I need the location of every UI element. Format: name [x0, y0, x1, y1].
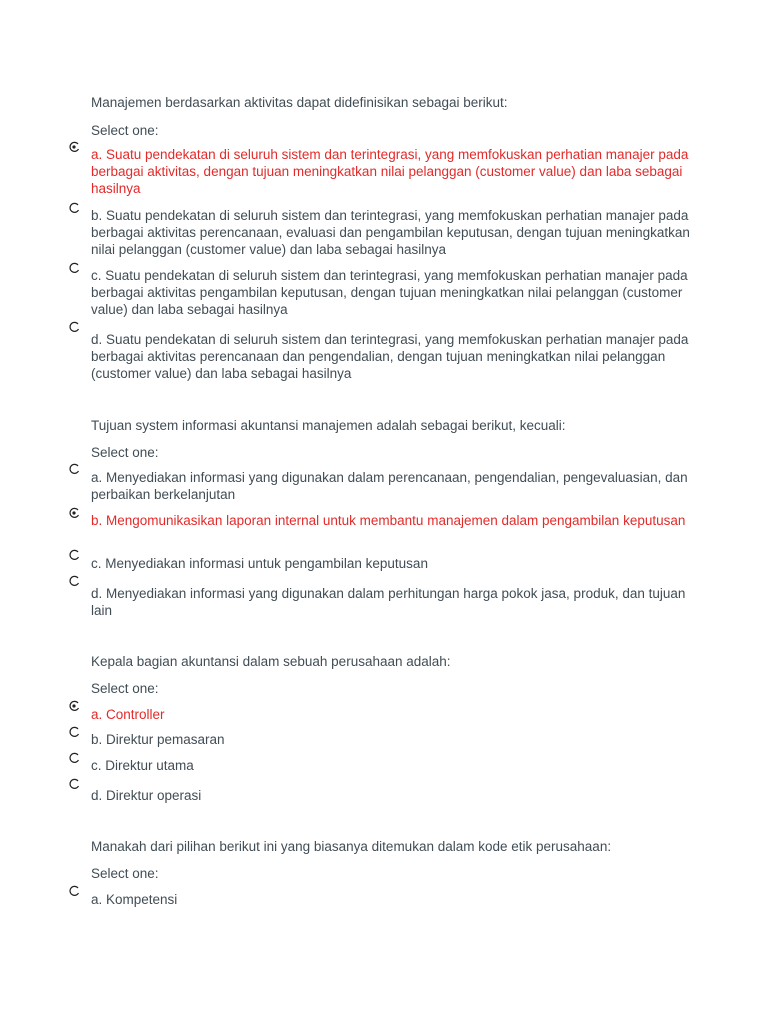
- q3-option-a[interactable]: a. Controller: [91, 707, 165, 722]
- q1-option-a-radio[interactable]: [68, 141, 80, 153]
- radio-selected-icon: [68, 141, 80, 153]
- question-1-text: Manajemen berdasarkan aktivitas dapat didefinisikan sebagai berikut:: [91, 95, 508, 110]
- q3-option-d-radio[interactable]: [68, 778, 80, 790]
- q1-option-c-radio[interactable]: [68, 262, 80, 274]
- q4-option-a[interactable]: a. Kompetensi: [91, 892, 178, 907]
- q2-option-b[interactable]: b. Mengomunikasikan laporan internal untuk membantu manajemen dalam pengambilan keputusan: [91, 513, 686, 528]
- radio-unselected-icon: [68, 202, 80, 214]
- q2-option-a-radio[interactable]: [68, 463, 80, 475]
- q2-option-c-radio[interactable]: [68, 549, 80, 561]
- q3-option-b[interactable]: b. Direktur pemasaran: [91, 732, 225, 747]
- radio-unselected-icon: [68, 549, 80, 561]
- q1-option-b-radio[interactable]: [68, 202, 80, 214]
- radio-selected-icon: [68, 507, 80, 519]
- q1-option-c[interactable]: c. Suatu pendekatan di seluruh sistem dan terintegrasi, yang memfokuskan perhatian manajer pada berbagai aktivitas pengambilan keputusan, dengan tujuan meningkatkan nilai pelanggan (customer value) dan laba sebagai hasilnya: [91, 268, 688, 317]
- question-2-select-label: Select one:: [91, 445, 159, 460]
- q3-option-b-radio[interactable]: [68, 726, 80, 738]
- radio-selected-icon: [68, 700, 80, 712]
- radio-unselected-icon: [68, 752, 80, 764]
- question-3-select-label: Select one:: [91, 681, 159, 696]
- q3-option-c[interactable]: c. Direktur utama: [91, 758, 194, 773]
- question-3-text: Kepala bagian akuntansi dalam sebuah perusahaan adalah:: [91, 654, 451, 669]
- q1-option-d[interactable]: d. Suatu pendekatan di seluruh sistem dan terintegrasi, yang memfokuskan perhatian manajer pada berbagai aktivitas perencanaan dan pengendalian, dengan tujuan meningkatkan nilai pelanggan (customer value) dan laba sebagai hasilnya: [91, 332, 689, 381]
- question-4-select-label: Select one:: [91, 866, 159, 881]
- radio-unselected-icon: [68, 885, 80, 897]
- q2-option-d[interactable]: d. Menyediakan informasi yang digunakan dalam perhitungan harga pokok jasa, produk, dan tujuan lain: [91, 586, 686, 618]
- q4-option-a-radio[interactable]: [68, 885, 80, 897]
- q1-option-a[interactable]: a. Suatu pendekatan di seluruh sistem dan terintegrasi, yang memfokuskan perhatian manajer pada berbagai aktivitas, dengan tujuan meningkatkan nilai pelanggan (customer value) dan laba sebagai hasilnya: [91, 147, 689, 196]
- q2-option-d-radio[interactable]: [68, 575, 80, 587]
- q2-option-a[interactable]: a. Menyediakan informasi yang digunakan dalam perencanaan, pengendalian, pengevaluasian, dan perbaikan berkelanjutan: [91, 470, 688, 502]
- radio-unselected-icon: [68, 575, 80, 587]
- radio-unselected-icon: [68, 778, 80, 790]
- q1-option-b[interactable]: b. Suatu pendekatan di seluruh sistem dan terintegrasi, yang memfokuskan perhatian manajer pada berbagai aktivitas perencanaan, evaluasi dan pengambilan keputusan, dengan tujuan meningkatkan nilai pelanggan (customer value) dan laba sebagai hasilnya: [91, 208, 690, 257]
- q3-option-a-radio[interactable]: [68, 700, 80, 712]
- q1-option-d-radio[interactable]: [68, 321, 80, 333]
- radio-unselected-icon: [68, 726, 80, 738]
- radio-unselected-icon: [68, 463, 80, 475]
- radio-unselected-icon: [68, 321, 80, 333]
- question-1-select-label: Select one:: [91, 123, 159, 138]
- question-4-text: Manakah dari pilihan berikut ini yang biasanya ditemukan dalam kode etik perusahaan:: [91, 839, 612, 854]
- q2-option-c[interactable]: c. Menyediakan informasi untuk pengambilan keputusan: [91, 556, 428, 571]
- q3-option-c-radio[interactable]: [68, 752, 80, 764]
- question-2-text: Tujuan system informasi akuntansi manajemen adalah sebagai berikut, kecuali:: [91, 418, 566, 433]
- q3-option-d[interactable]: d. Direktur operasi: [91, 788, 202, 803]
- radio-unselected-icon: [68, 262, 80, 274]
- q2-option-b-radio[interactable]: [68, 507, 80, 519]
